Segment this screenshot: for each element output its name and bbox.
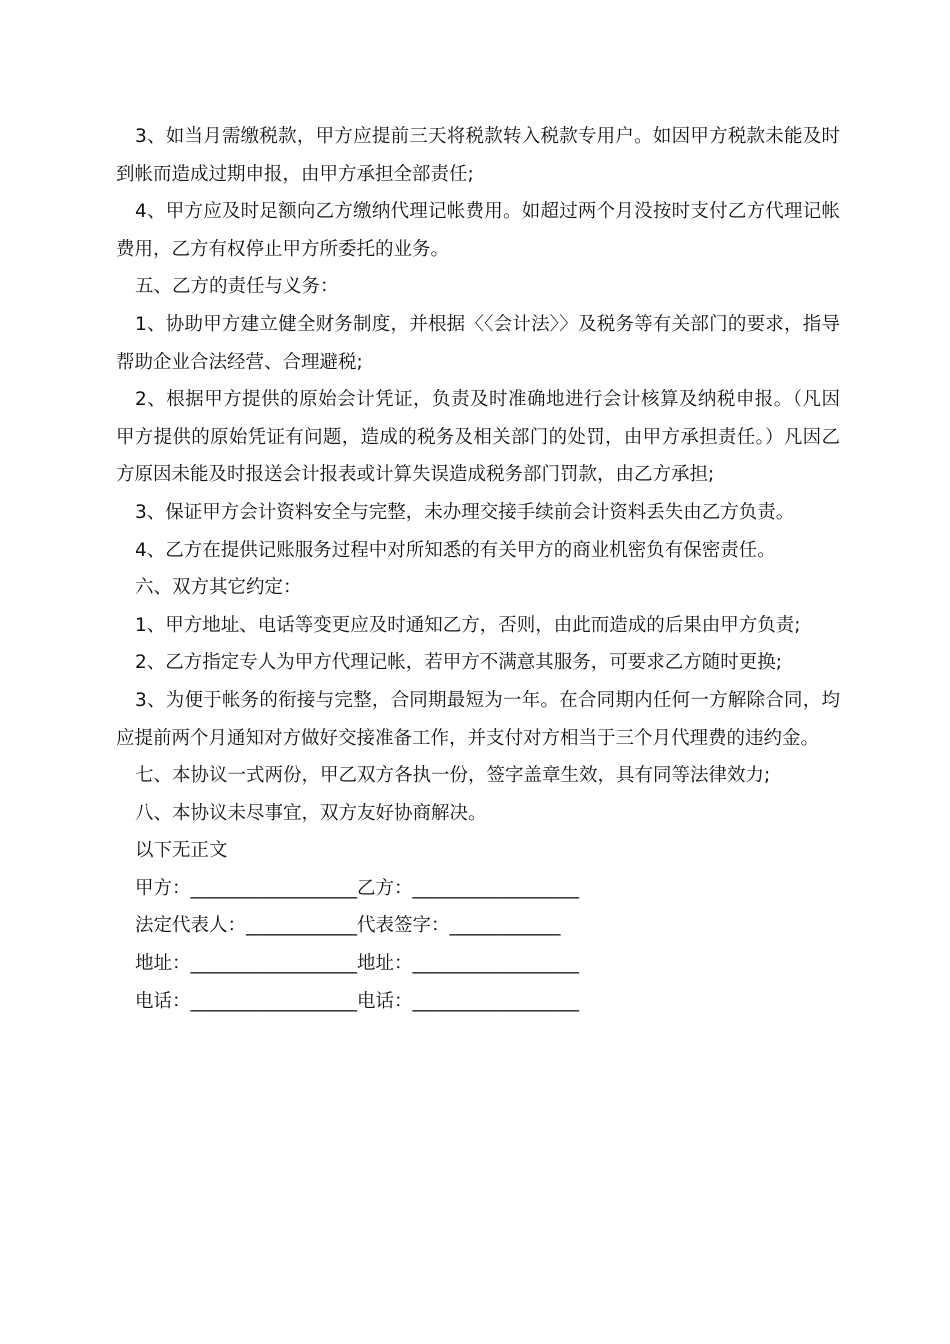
section-6-heading: 六、双方其它约定： <box>135 577 302 599</box>
signature-line-party: 甲方：__________________乙方：__________________ <box>135 877 580 899</box>
section-6-clause-3: 3、为便于帐务的衔接与完整，合同期最短为一年。在合同期内任何一方解除合同，均应提前两个月通知对方做好交接准备工作，并支付对方相当于三个月代理费的违约金。 <box>116 689 840 749</box>
contract-page <box>116 118 840 1020</box>
section-5-clause-1: 1、协助甲方建立健全财务制度，并根据〈〈会计法〉〉及税务等有关部门的要求，指导帮助企业合法经营、合理避税; <box>116 313 840 373</box>
section-5-heading: 五、乙方的责任与义务： <box>135 276 339 298</box>
section-6-clause-2: 2、乙方指定专人为甲方代理记帐，若甲方不满意其服务，可要求乙方随时更换; <box>135 652 783 674</box>
end-of-text-note: 以下无正文 <box>135 840 228 862</box>
signature-line-phone: 电话：__________________电话：__________________ <box>135 990 580 1012</box>
clause-3-tax-payment: 3、如当月需缴税款，甲方应提前三天将税款转入税款专用户。如因甲方税款未能及时到帐而造成过期申报，由甲方承担全部责任; <box>116 126 840 185</box>
section-7: 七、本协议一式两份，甲乙双方各执一份，签字盖章生效，具有同等法律效力; <box>135 765 771 787</box>
signature-line-address: 地址：__________________地址：__________________ <box>135 953 580 975</box>
signature-block <box>116 870 840 1020</box>
clause-4-fee-payment: 4、甲方应及时足额向乙方缴纳代理记帐费用。如超过两个月没按时支付乙方代理记帐费用，乙方有权停止甲方所委托的业务。 <box>116 201 840 260</box>
section-5-clause-2: 2、根据甲方提供的原始会计凭证，负责及时准确地进行会计核算及纳税申报。（凡因甲方提供的原始凭证有问题，造成的税务及相关部门的处罚，由甲方承担责任。）凡因乙方原因未能及时报送会计报表或计算失误造成税务部门罚款，由乙方承担; <box>116 389 840 486</box>
section-6-clause-1: 1、甲方地址、电话等变更应及时通知乙方，否则，由此而造成的后果由甲方负责; <box>135 614 801 636</box>
signature-line-representative: 法定代表人：____________代表签字：____________ <box>135 915 561 937</box>
section-5-clause-3: 3、保证甲方会计资料安全与完整，未办理交接手续前会计资料丢失由乙方负责。 <box>135 501 795 523</box>
section-5-clause-4: 4、乙方在提供记账服务过程中对所知悉的有关甲方的商业机密负有保密责任。 <box>135 539 776 561</box>
section-8: 八、本协议未尽事宜，双方友好协商解决。 <box>135 802 487 824</box>
